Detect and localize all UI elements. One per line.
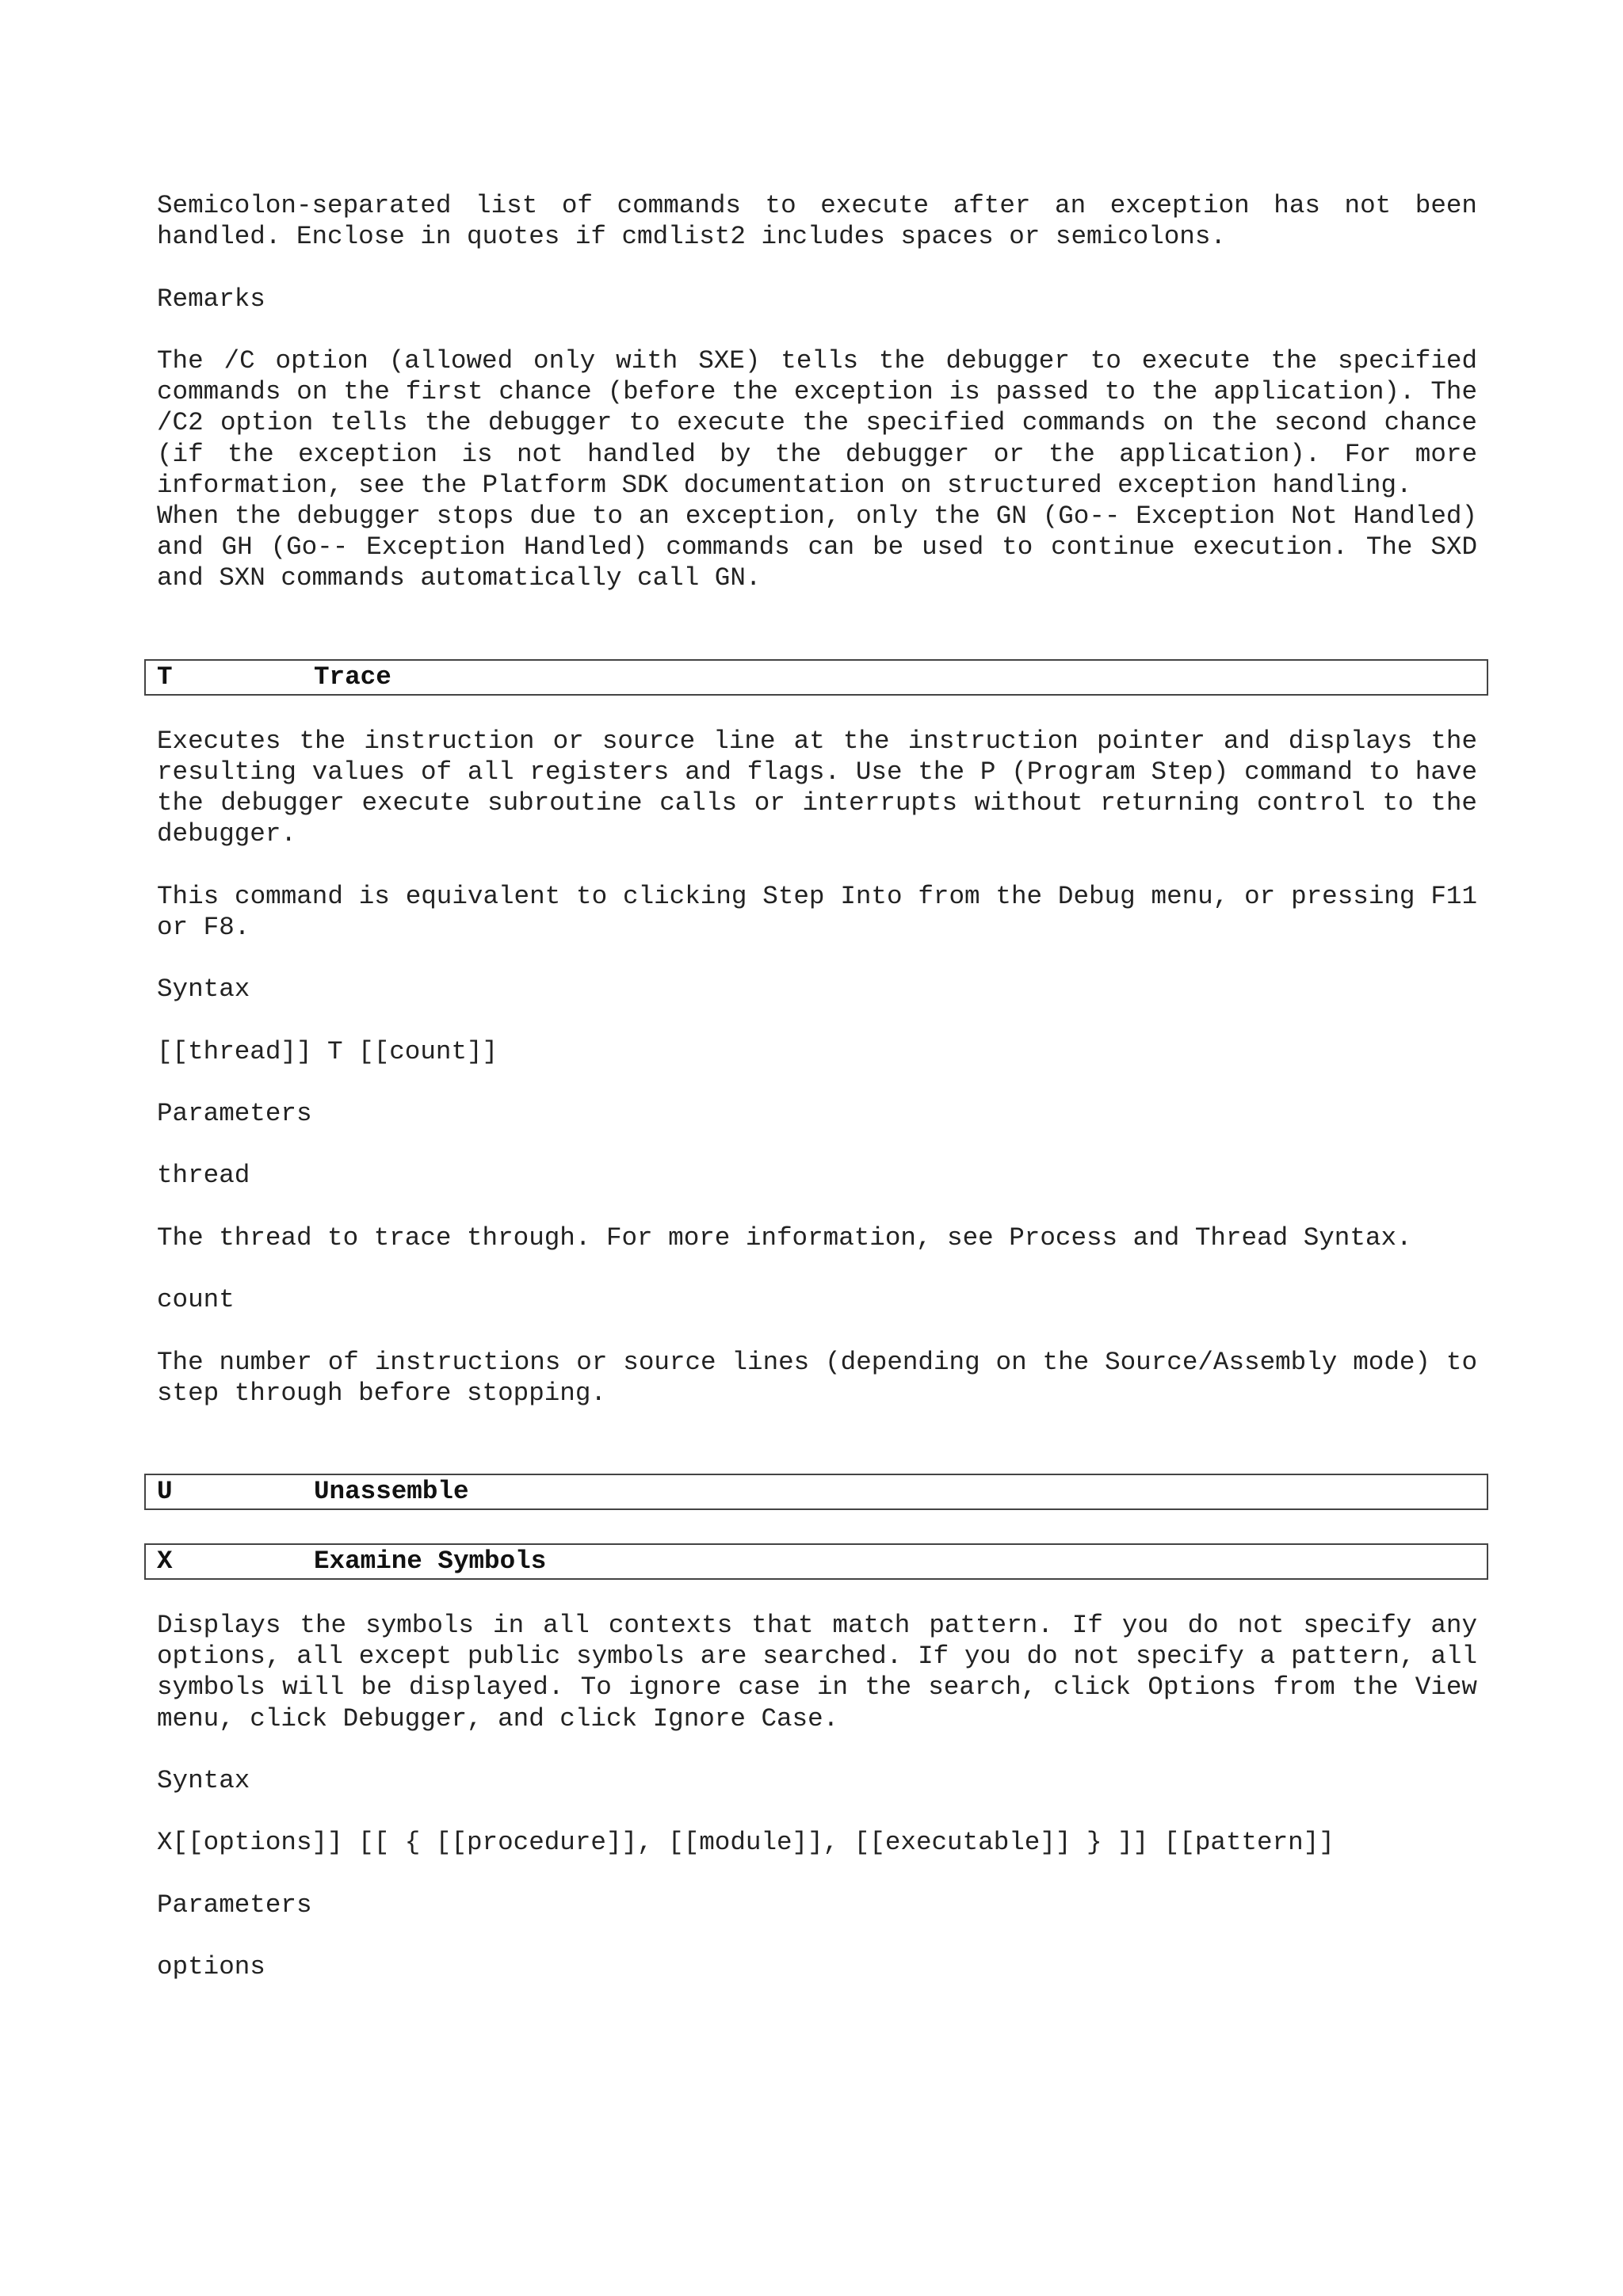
command-title: Examine Symbols	[314, 1546, 547, 1576]
trace-description: Executes the instruction or source line at the instruction pointer and displays the resulting values of all registers and flags. Use the P (Program Step) command to have the debugger execute subroutine calls or interrupts without returning control to the debugger.	[157, 726, 1477, 849]
parameter-name: options	[157, 1952, 265, 1982]
remarks-label: Remarks	[157, 284, 265, 314]
syntax-label: Syntax	[157, 974, 250, 1005]
command-title: Trace	[314, 662, 391, 692]
syntax-label: Syntax	[157, 1765, 250, 1795]
cmdlist2-description: Semicolon-separated list of commands to execute after an exception has not been handled. Enclose in quotes if cmdlist2 includes spaces or semicolons.	[157, 191, 1477, 252]
trace-equivalent-note: This command is equivalent to clicking Step Into from the Debug menu, or pressing F11 or F8.	[157, 881, 1477, 942]
command-code: T	[157, 662, 173, 692]
parameter-description: The thread to trace through. For more information, see Process and Thread Syntax.	[157, 1222, 1412, 1253]
command-code: U	[157, 1476, 173, 1506]
section-heading-examine-symbols	[144, 1543, 1488, 1580]
section-heading-trace	[144, 659, 1488, 696]
syntax-line: [[thread]] T [[count]]	[157, 1036, 498, 1066]
examine-description: Displays the symbols in all contexts that match pattern. If you do not specify any options, all except public symbols are searched. If you do not specify a pattern, all symbols will be displayed. To ignore case in the search, click Options from the View menu, click Debugger, and click Ignore Case.	[157, 1610, 1477, 1733]
document-page	[157, 190, 1477, 1982]
parameter-name: thread	[157, 1161, 250, 1191]
parameter-description: The number of instructions or source lines (depending on the Source/Assembly mode) to step through before stopping.	[157, 1347, 1477, 1408]
command-code: X	[157, 1546, 173, 1576]
parameters-label: Parameters	[157, 1890, 312, 1920]
syntax-line: X[[options]] [[ { [[procedure]], [[module]], [[executable]] } ]] [[pattern]]	[157, 1828, 1335, 1858]
section-heading-unassemble	[144, 1474, 1488, 1510]
remarks-paragraph-continuation: When the debugger stops due to an exception, only the GN (Go-- Exception Not Handled) and GH (Go-- Exception Handled) commands can be used to continue execution. The SXD and SXN commands automatically call GN.	[157, 502, 1477, 593]
parameter-name: count	[157, 1285, 235, 1315]
parameters-label: Parameters	[157, 1098, 312, 1128]
command-title: Unassemble	[314, 1476, 469, 1506]
remarks-paragraph: The /C option (allowed only with SXE) tells the debugger to execute the specified commands on the first chance (before the exception is passed to the application). The /C2 option tells the debugger to execute the specified commands on the second chance (if the exception is not handled by the debugger or the application). For more information, see the Platform SDK documentation on structured exception handling.	[157, 345, 1477, 500]
